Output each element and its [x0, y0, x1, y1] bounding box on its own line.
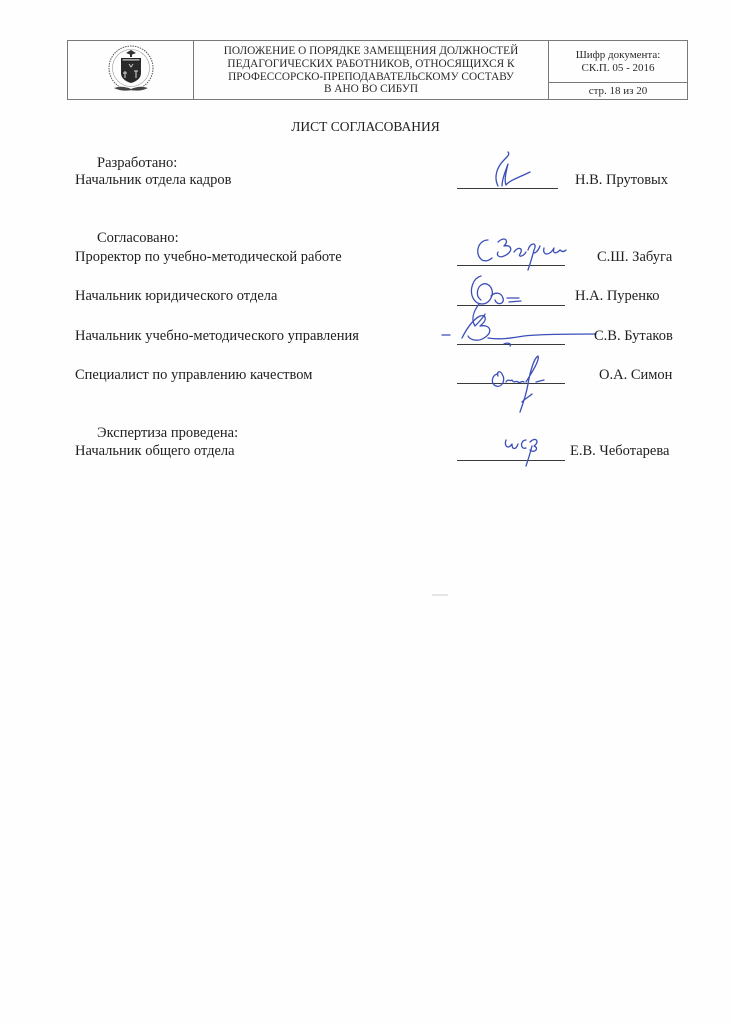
section-label-agreed: Согласовано:: [97, 230, 179, 246]
signer-name: Н.В. Прутовых: [575, 172, 669, 188]
role-legal-head: Начальник юридического отдела: [75, 288, 278, 304]
signer-name: Н.А. Пуренко: [575, 288, 660, 304]
signature-prutovykh: [480, 150, 550, 190]
document-header-table: [67, 40, 688, 100]
section-label-expertise: Экспертиза проведена:: [97, 425, 239, 441]
signer-name: О.А. Симон: [599, 367, 673, 383]
signature-simon: [482, 352, 562, 414]
title-line: ПЕДАГОГИЧЕСКИХ РАБОТНИКОВ, ОТНОСЯЩИХСЯ К: [227, 57, 515, 70]
title-line: ПОЛОЖЕНИЕ О ПОРЯДКЕ ЗАМЕЩЕНИЯ ДОЛЖНОСТЕЙ: [223, 44, 519, 57]
document-code-value: СК.П. 05 - 2016: [581, 61, 655, 74]
signature-zabuga: [468, 232, 598, 272]
role-quality-specialist: Специалист по управлению качеством: [75, 367, 313, 383]
role-hr-head: Начальник отдела кадров: [75, 172, 232, 188]
document-code-label: Шифр документа:: [575, 48, 661, 61]
scan-artifact: [432, 594, 448, 596]
signer-name: С.Ш. Забуга: [597, 249, 673, 265]
role-vice-rector: Проректор по учебно-методической работе: [75, 249, 342, 265]
signature-chebotareva: [500, 432, 550, 468]
section-label-developed: Разработано:: [97, 155, 178, 171]
approval-sheet-heading: ЛИСТ СОГЛАСОВАНИЯ: [291, 119, 440, 134]
document-code-cell: [549, 41, 687, 99]
title-line: ПРОФЕССОРСКО-ПРЕПОДАВАТЕЛЬСКОМУ СОСТАВУ: [228, 70, 514, 83]
page-number: стр. 18 из 20: [588, 85, 648, 97]
signer-name: Е.В. Чеботарева: [570, 443, 670, 459]
signature-butakov: [440, 310, 610, 350]
logo-cell: [68, 41, 194, 99]
document-title: [194, 41, 549, 99]
document-code: [549, 41, 687, 83]
role-general-dept-head: Начальник общего отдела: [75, 443, 235, 459]
title-line: В АНО ВО СИБУП: [323, 83, 419, 96]
role-academic-head: Начальник учебно-методического управления: [75, 328, 359, 344]
university-emblem-icon: [100, 42, 162, 98]
signer-name: С.В. Бутаков: [594, 328, 673, 344]
